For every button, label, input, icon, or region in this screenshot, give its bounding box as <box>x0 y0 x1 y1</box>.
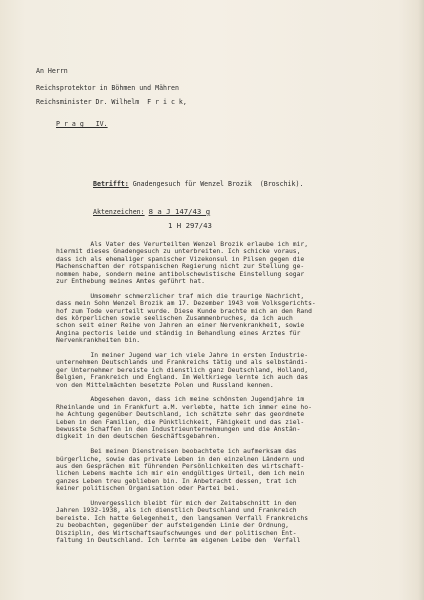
body-line: Angina pectoris leide und ständig in Behandlung eines Arztes für <box>56 329 301 337</box>
body-line: lichen Lebens machte ich mir ein endgültiges Urteil, dem ich mein <box>56 470 305 478</box>
body-line: aus den Gesprächen mit führenden Persönlichkeiten des wirtschaft- <box>56 463 305 470</box>
subject-line <box>93 181 303 188</box>
body-line: Bei meinen Dienstreisen beobachtete ich aufmerksam das <box>56 448 297 456</box>
body-line: von den Mittelmächten besetzte Polen und Russland kennen. <box>56 381 274 389</box>
address-line-2: Reichsprotektor in Böhmen und Mähren <box>36 84 179 92</box>
body-line: Unvergesslich bleibt für mich der Zeitabschnitt in den <box>56 500 297 507</box>
file-reference-label: Aktenzeichen: <box>93 208 145 216</box>
body-line: Nervenkrankheiten bin. <box>56 337 141 345</box>
subject-label: Betrifft: <box>93 180 129 188</box>
body-line: keiner politischen Organisation oder Partei bei. <box>56 485 240 493</box>
body-line: he Achtung gegenüber Deutschland, ich schätzte sehr das geordnete <box>56 411 305 419</box>
address-line-3: Reichsminister Dr. Wilhelm F r i c k, <box>36 98 187 106</box>
body-line: ger Unternehmer bereiste ich dienstlich ganz Deutschland, Holland, <box>56 366 309 374</box>
body-line: Als Vater des Verurteilten Wenzel Brozik erlaube ich mir, <box>56 241 309 248</box>
body-line: hof zum Tode verurteilt wurde. Diese Kunde brachte mich an den Rand <box>56 307 312 315</box>
body-line: des körperlichen sowie seelischen Zusammenbruches, da ich auch <box>56 315 293 322</box>
body-line: Jahren 1932-1938, als ich dienstlich Deutschland und Frankreich <box>56 507 297 515</box>
file-reference-number-1: 8 a J 147/43 g <box>148 207 211 216</box>
body-line: Machenschaften der rotspanischen Regierung nicht zur Stellung ge- <box>56 263 305 271</box>
body-line: nommen habe, sondern meine antibolschewistische Einstellung sogar <box>56 270 305 278</box>
body-line: zur Enthebung meines Amtes geführt hat. <box>56 278 205 285</box>
body-line: zu beobachten, gegenüber der aufsteigenden Linie der Ordnung, <box>56 522 289 530</box>
body-line: Abgesehen davon, dass ich meine schönsten Jugendjahre im <box>56 396 305 404</box>
body-line: In meiner Jugend war ich viele Jahre in ersten Industrie- <box>56 352 309 359</box>
body-line: Rheinlande und in Frankfurt a.M. verlebte, hatte ich immer eine ho- <box>56 403 312 411</box>
body-line: dass ich als ehemaliger spanischer Vizekonsul in Pilsen gegen die <box>56 255 305 263</box>
body-line: Umsomehr schmerzlicher traf mich die traurige Nachricht, <box>56 292 305 300</box>
body-line: bereiste. Ich hatte Gelegenheit, den langsamen Verfall Frankreichs <box>56 514 309 522</box>
page-edge-shadow <box>418 0 424 600</box>
body-line: unternehmen Deutschlands und Frankreichs tätig und als selbständi- <box>56 359 309 367</box>
body-line: dass mein Sohn Wenzel Brozik am 17. Dezember 1943 vom Volksgerichts- <box>56 300 316 308</box>
body-line: digkeit in den deutschen Geschäftsgebahren. <box>56 433 221 441</box>
address-line-1: An Herrn <box>36 67 68 75</box>
body-line: ganzes Leben treu geblieben bin. In Anbetracht dessen, trat ich <box>56 477 297 485</box>
body-line: Disziplin, des Wirtschaftsaufschwunges und der politischen Ent- <box>56 529 297 537</box>
body-line: Leben in den Familien, die Pünktlichkeit, Fähigkeit und das ziel- <box>56 418 305 426</box>
subject-text: Gnadengesuch für Wenzel Brozik (Broschik). <box>132 180 304 188</box>
body-line: bewusste Schaffen in den Industrieunternehmungen und die Anstän- <box>56 426 301 433</box>
body-line: schon seit einer Reihe von Jahren an einer Nervenkrankheit, sowie <box>56 322 305 330</box>
file-reference-number-2: 1 H 297/43 <box>168 221 212 230</box>
file-reference <box>93 208 210 216</box>
address-city: P r a g IV. <box>56 120 108 128</box>
body-line: Belgien, Frankreich und England. Im Weltkriege lernte ich auch das <box>56 374 309 382</box>
body-line: hiermit dieses Gnadengesuch zu unterbreiten. Ich schicke voraus, <box>56 248 301 256</box>
body-line: bürgerliche, sowie das private Leben in den einzelnen Ländern und <box>56 455 305 463</box>
body-line: faltung in Deutschland. Ich lernte am eigenen Leibe den Verfall <box>56 537 301 544</box>
